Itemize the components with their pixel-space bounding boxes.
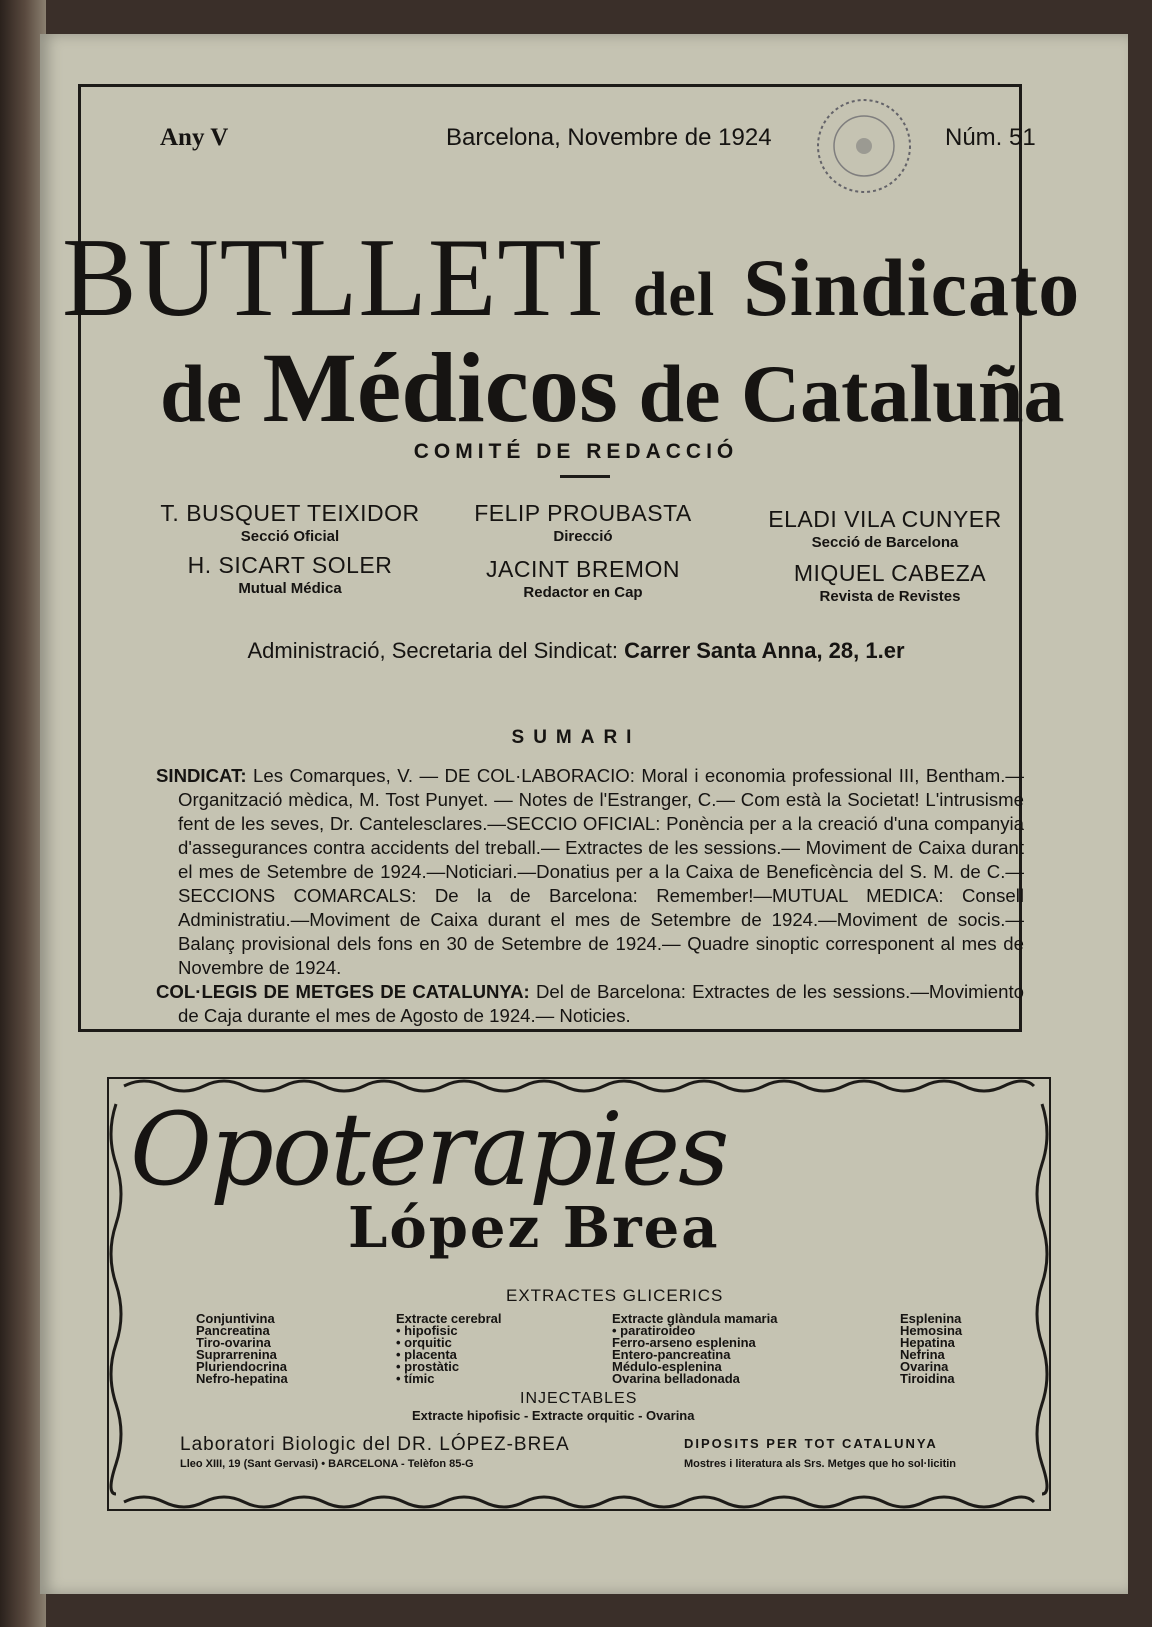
admin-label: Administració, Secretaria del Sindicat: (247, 638, 618, 663)
product-item: • orquitic (396, 1335, 452, 1350)
member-role: Redactor en Cap (523, 584, 643, 601)
committee-member (468, 500, 698, 545)
product-item: Tiro-ovarina (196, 1335, 271, 1350)
issue-number: Núm. 51 (945, 124, 1036, 151)
product-item: Ferro-arseno esplenina (612, 1335, 756, 1350)
member-name: ELADI VILA CUNYER (768, 506, 1002, 532)
laboratory-name: Laboratori Biologic del DR. LÓPEZ-BREA (180, 1434, 570, 1455)
summary-paragraph (156, 764, 1024, 980)
title-word-sindicato: Sindicato (743, 242, 1081, 333)
brand-name: Opoterapies (130, 1091, 728, 1208)
library-stamp-icon (810, 92, 918, 200)
place-date: Barcelona, Novembre de 1924 (446, 124, 772, 151)
product-item: • hipofisic (396, 1323, 458, 1338)
member-role: Revista de Revistes (819, 588, 961, 605)
product-item: Médulo-esplenina (612, 1359, 722, 1374)
product-item: Esplenina (900, 1311, 962, 1326)
volume-label: Any V (160, 124, 229, 151)
member-role: Secció de Barcelona (811, 534, 959, 551)
member-role: Mutual Médica (238, 580, 342, 597)
summary-lead: SINDICAT: (156, 765, 247, 786)
samples-note: Mostres i literatura als Srs. Metges que ho sol·licitin (684, 1458, 957, 1470)
product-item: Pluriendocrina (196, 1359, 288, 1374)
title-word-del: del (632, 261, 716, 329)
product-item: Extracte glàndula mamaria (612, 1311, 778, 1326)
member-role: Secció Oficial (240, 528, 340, 545)
committee-member (468, 556, 698, 601)
summary-heading: SUMARI (511, 727, 641, 748)
committee-member (760, 560, 1020, 605)
member-role: Direcció (553, 528, 613, 545)
product-item: Nefro-hepatina (196, 1371, 288, 1386)
member-name: T. BUSQUET TEIXIDOR (160, 500, 420, 526)
committee-member (150, 552, 430, 597)
product-item: Extracte cerebral (396, 1311, 502, 1326)
title-word-cataluna: Cataluña (740, 348, 1065, 439)
committee-member (740, 506, 1030, 551)
title-word-medicos: Médicos (262, 332, 618, 443)
injectables-heading: INJECTABLES (520, 1390, 638, 1407)
product-item: Nefrina (900, 1347, 945, 1362)
deposits-note: DIPOSITS PER TOT CATALUNYA (684, 1436, 938, 1451)
admin-address: Carrer Santa Anna, 28, 1.er (624, 638, 905, 663)
member-name: H. SICART SOLER (187, 552, 393, 578)
journal-title-line1 (62, 216, 1081, 340)
summary-lead: COL·LEGIS DE METGES DE CATALUNYA: (156, 981, 530, 1002)
laboratory-address: Lleo XIII, 19 (Sant Gervasi) • BARCELONA - Telèfon 85-G (180, 1458, 474, 1470)
member-name: FELIP PROUBASTA (474, 500, 692, 526)
title-word-de-2: de (638, 348, 721, 439)
extracts-heading: EXTRACTES GLICERICS (506, 1286, 724, 1305)
product-item: Hepatina (900, 1335, 955, 1350)
product-item: Conjuntivina (196, 1311, 275, 1326)
product-column-3 (612, 1313, 777, 1385)
product-item: Ovarina belladonada (612, 1371, 740, 1386)
administration-line (0, 638, 1152, 664)
product-column-4 (900, 1313, 962, 1385)
journal-title-line2 (160, 332, 1065, 443)
title-word-butlleti: BUTLLETI (62, 216, 605, 340)
product-item: Entero-pancreatina (612, 1347, 731, 1362)
product-item: Ovarina (900, 1359, 949, 1374)
product-item: • tímic (396, 1371, 435, 1386)
committee-heading: COMITÉ DE REDACCIÓ (413, 440, 739, 463)
product-item: Hemosina (900, 1323, 963, 1338)
summary-text: Del de Barcelona: Extractes de les sessions.—Movimiento de Caja durante el mes de Agosto de 1924.— Noticies. (178, 981, 1024, 1026)
product-item: • prostàtic (396, 1359, 460, 1374)
injectables-items: Extracte hipofisic - Extracte orquitic - Ovarina (412, 1408, 695, 1423)
product-item: Pancreatina (196, 1323, 270, 1338)
summary-text: Les Comarques, V. — DE COL·LABORACIO: Moral i economia professional III, Bentham.— Organització mèdica, M. Tost Punyet. — Notes de l'Estranger, C.— Com està la Societat! L'intrusisme fent de les seves, Dr. Cantelesclares.—SECCIO OFICIAL: Ponència per a la creació d'una companyia d'assegurances contra accidents del treball.— Extractes de les sessions.— Moviment de Caixa durant el mes de Setembre de 1924.—Noticiari.—Donatius per a la Caixa de Beneficència del S. M. de C.— SECCIONS COMARCALS: De la de Barcelona: Remember!—MUTUAL MEDICA: Consell Administratiu.—Moviment de Caixa durant el mes de Setembre de 1924.—Moviment de socis.—Balanç provisional dels fons en 30 de Setembre de 1924.— Quadre sinoptic corresponent al mes de Novembre de 1924. (178, 765, 1025, 978)
committee-member (150, 500, 430, 545)
product-column-2 (396, 1313, 502, 1385)
member-name: MIQUEL CABEZA (793, 560, 987, 586)
member-name: JACINT BREMON (486, 556, 680, 582)
product-item: • placenta (396, 1347, 457, 1362)
product-item: • paratiroideo (612, 1323, 696, 1338)
divider (560, 475, 610, 478)
product-column-1 (196, 1313, 288, 1385)
title-word-de: de (160, 348, 242, 439)
product-item: Suprarrenina (196, 1347, 277, 1362)
product-item: Tiroidina (900, 1371, 955, 1386)
summary-paragraph (156, 980, 1024, 1028)
brand-maker: López Brea (348, 1195, 720, 1261)
